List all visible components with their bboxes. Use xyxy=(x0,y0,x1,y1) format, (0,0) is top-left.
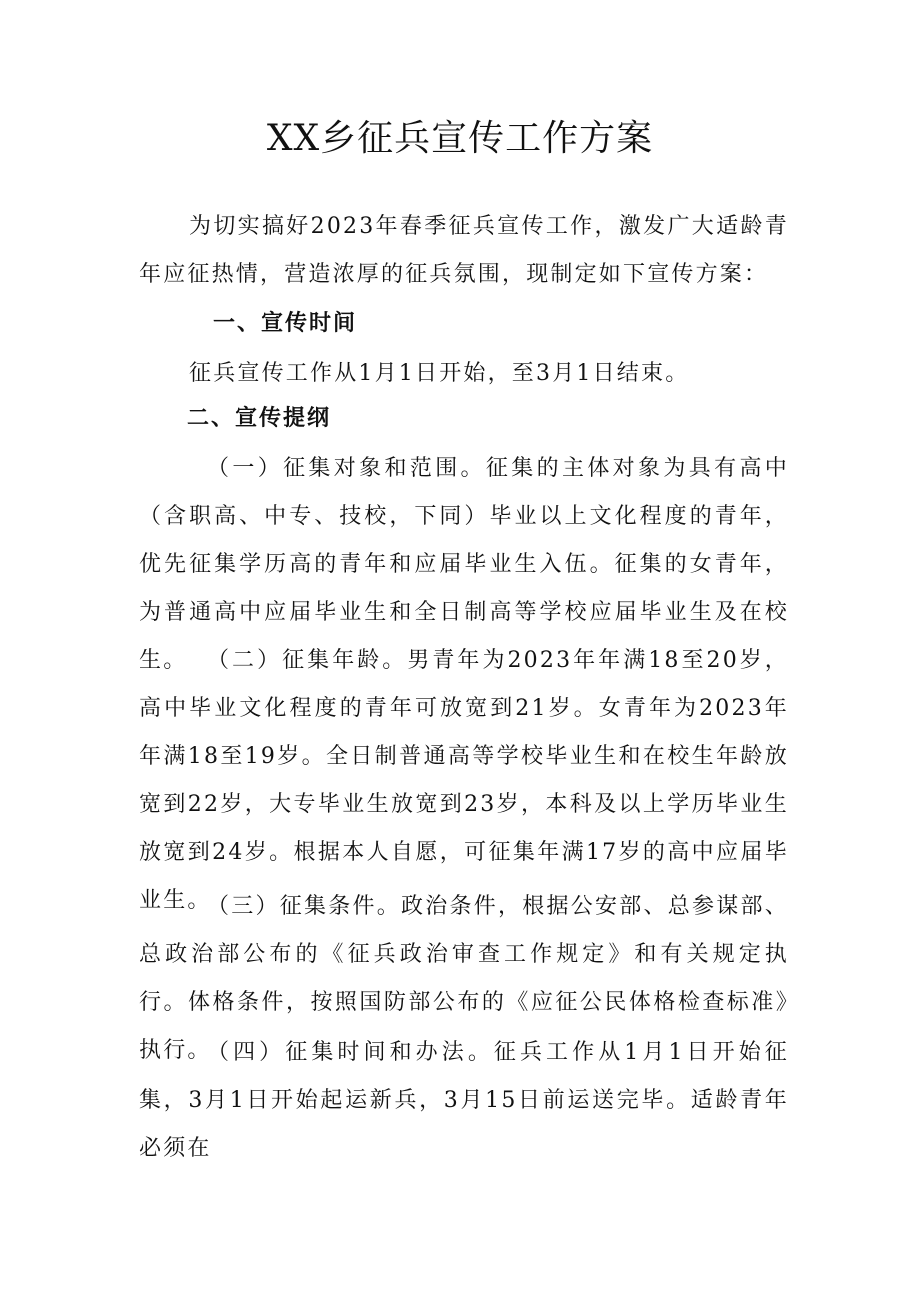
document-title: XX乡征兵宣传工作方案 xyxy=(266,118,654,159)
section-heading-outline: 二、宣传提纲 xyxy=(187,406,332,431)
outline-item-scope: （一）征集对象和范围。征集的主体对象为具有高中（含职高、中专、技校，下同）毕业以上文化程度的青年，优先征集学历高的青年和应届毕业生入伍。征集的女青年，为普通高中应届毕业生和全日制高等学校应届毕业生及在校生。 xyxy=(139,456,789,673)
outline-item-schedule: （四）征集时间和办法。征兵工作从1月1日开始征集，3月1日开始起运新兵，3月15日前运送完毕。适龄青年必须在 xyxy=(139,1040,789,1161)
section-time-paragraph: 征兵宣传工作从1月1日开始，至3月1日结束。 xyxy=(189,361,690,386)
section-heading-time: 一、宣传时间 xyxy=(213,311,358,336)
intro-paragraph: 为切实搞好2023年春季征兵宣传工作，激发广大适龄青年应征热情，营造浓厚的征兵氛围，现制定如下宣传方案： xyxy=(139,214,789,287)
outline-item-conditions: （三）征集条件。政治条件，根据公安部、总参谋部、总政治部公布的《征兵政治审查工作规定》和有关规定执行。体格条件，按照国防部公布的《应征公民体格检查标准》执行。 xyxy=(139,894,789,1063)
outline-item-age: （二）征集年龄。男青年为2023年年满18至20岁，高中毕业文化程度的青年可放宽到21岁。女青年为2023年年满18至19岁。全日制普通高等学校毕业生和在校生年龄放宽到22岁，大专毕业生放宽到23岁，本科及以上学历毕业生放宽到24岁。根据本人自愿，可征集年满17岁的高中应届毕业生。 xyxy=(139,648,789,913)
